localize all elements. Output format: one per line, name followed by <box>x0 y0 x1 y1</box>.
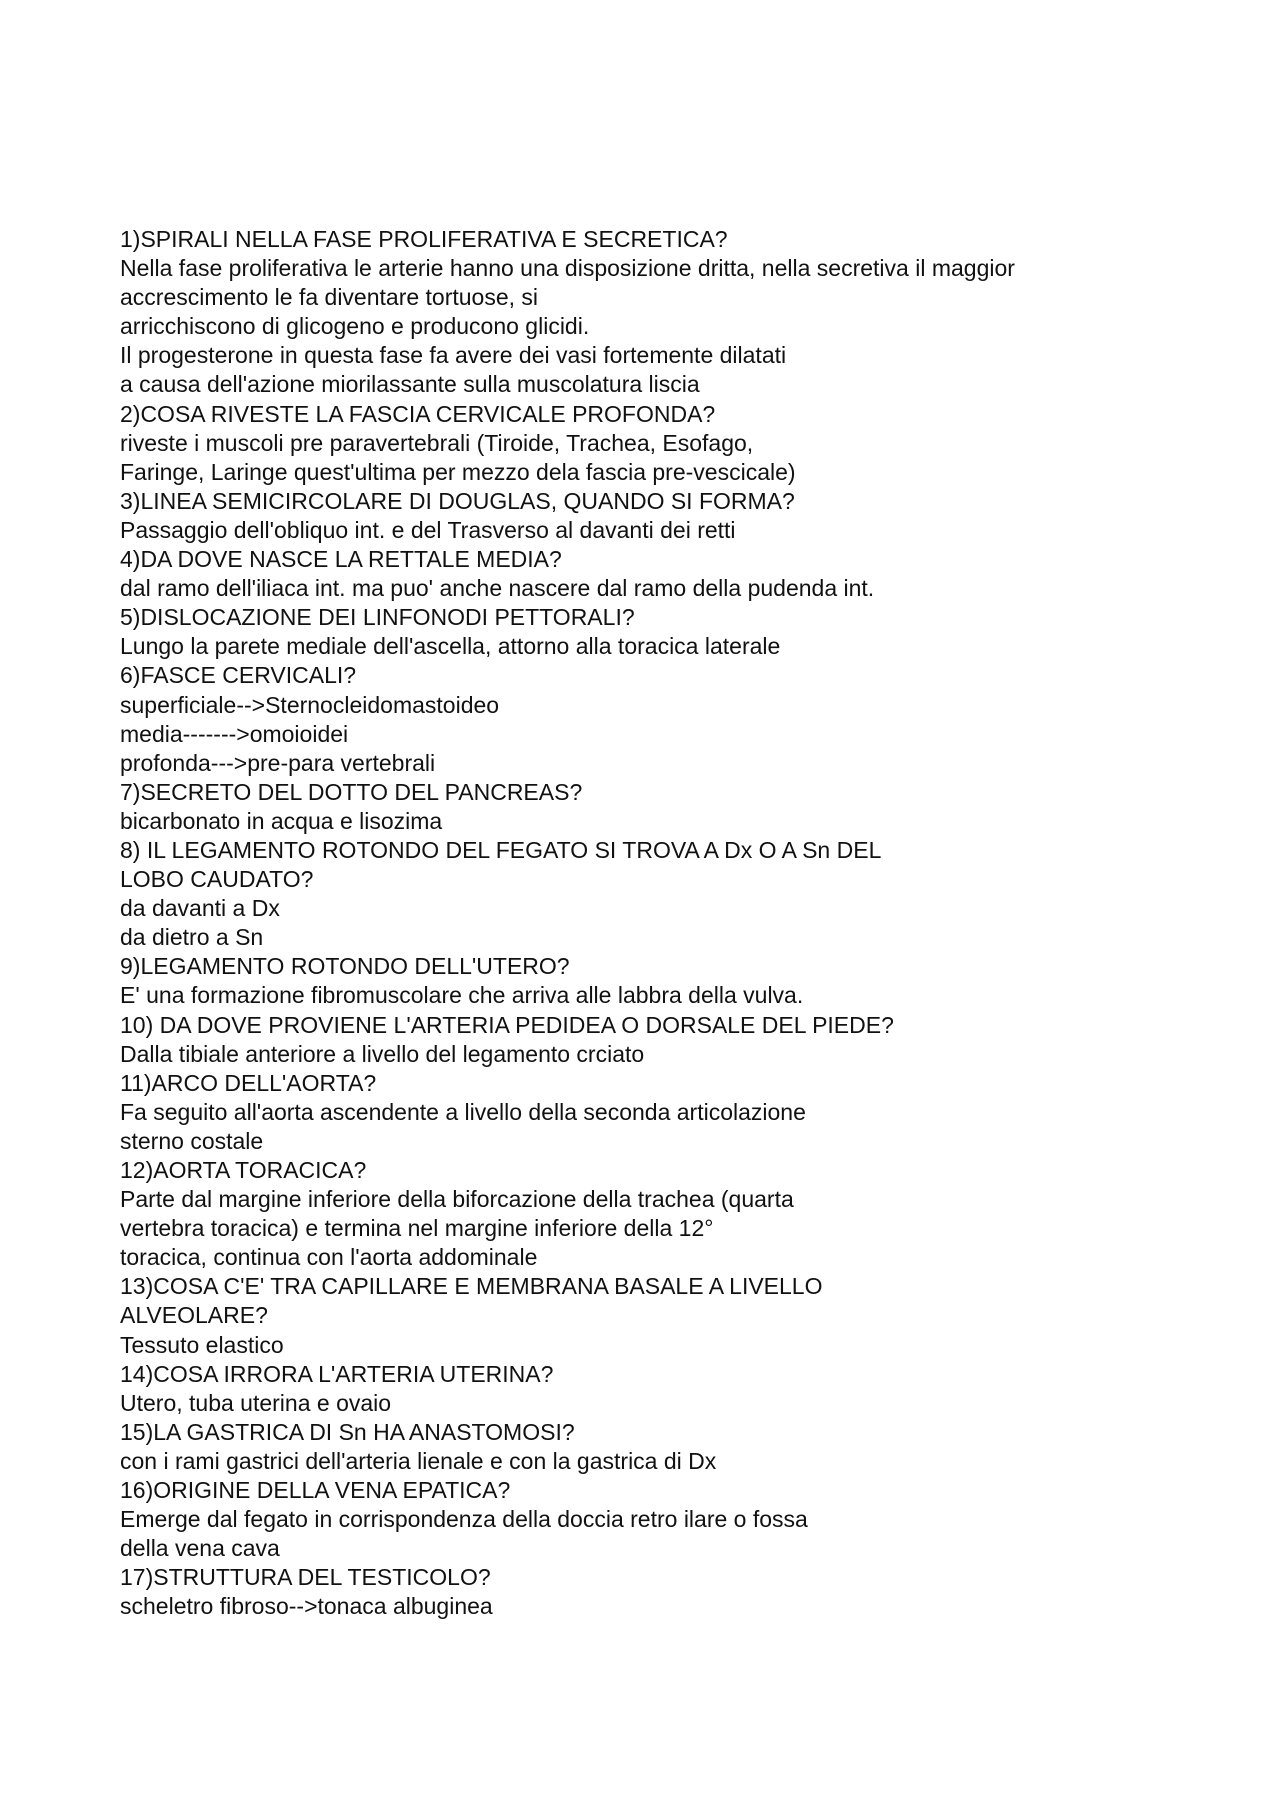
text-line: LOBO CAUDATO? <box>120 866 314 893</box>
text-line: Nella fase proliferativa le arterie hanno una disposizione dritta, nella secretiva il maggior <box>120 255 1015 282</box>
text-line: dal ramo dell'iliaca int. ma puo' anche nascere dal ramo della pudenda int. <box>120 575 875 602</box>
text-line: toracica, continua con l'aorta addominale <box>120 1244 538 1271</box>
text-line: Dalla tibiale anteriore a livello del legamento crciato <box>120 1040 645 1067</box>
text-line: 7)SECRETO DEL DOTTO DEL PANCREAS? <box>120 778 583 805</box>
text-line: con i rami gastrici dell'arteria lienale e con la gastrica di Dx <box>120 1447 717 1474</box>
text-line: Utero, tuba uterina e ovaio <box>120 1389 392 1416</box>
text-line: Tessuto elastico <box>120 1331 284 1358</box>
text-line: bicarbonato in acqua e lisozima <box>120 807 443 834</box>
text-line: 10) DA DOVE PROVIENE L'ARTERIA PEDIDEA O DORSALE DEL PIEDE? <box>120 1011 894 1038</box>
text-line: 13)COSA C'E' TRA CAPILLARE E MEMBRANA BASALE A LIVELLO <box>120 1273 823 1300</box>
text-line: riveste i muscoli pre paravertebrali (Tiroide, Trachea, Esofago, <box>120 429 754 456</box>
text-line: da davanti a Dx <box>120 895 280 922</box>
text-line: 3)LINEA SEMICIRCOLARE DI DOUGLAS, QUANDO SI FORMA? <box>120 487 795 514</box>
text-line: 2)COSA RIVESTE LA FASCIA CERVICALE PROFONDA? <box>120 400 716 427</box>
text-line: superficiale-->Sternocleidomastoideo <box>120 691 500 718</box>
text-line: accrescimento le fa diventare tortuose, si <box>120 284 539 311</box>
text-line: 9)LEGAMENTO ROTONDO DELL'UTERO? <box>120 953 570 980</box>
text-line: 12)AORTA TORACICA? <box>120 1157 367 1183</box>
document-body <box>120 225 1220 1622</box>
text-line: della vena cava <box>120 1535 280 1562</box>
text-line: Emerge dal fegato in corrispondenza della doccia retro ilare o fossa <box>120 1506 808 1533</box>
text-line: Parte dal margine inferiore della biforcazione della trachea (quarta <box>120 1186 794 1213</box>
text-line: scheletro fibroso-->tonaca albuginea <box>120 1593 493 1620</box>
text-line: media------->omoioidei <box>120 720 349 747</box>
text-line: profonda--->pre-para vertebrali <box>120 749 436 776</box>
text-line: Passaggio dell'obliquo int. e del Trasverso al davanti dei retti <box>120 516 736 543</box>
text-line: a causa dell'azione miorilassante sulla muscolatura liscia <box>120 371 700 398</box>
text-line: da dietro a Sn <box>120 924 264 951</box>
text-line: 15)LA GASTRICA DI Sn HA ANASTOMOSI? <box>120 1418 575 1445</box>
text-line: 11)ARCO DELL'AORTA? <box>120 1069 377 1096</box>
text-line: Il progesterone in questa fase fa avere dei vasi fortemente dilatati <box>120 342 787 369</box>
text-line: 17)STRUTTURA DEL TESTICOLO? <box>120 1564 491 1591</box>
text-line: 5)DISLOCAZIONE DEI LINFONODI PETTORALI? <box>120 604 635 631</box>
text-line: Fa seguito all'aorta ascendente a livello della seconda articolazione <box>120 1098 806 1125</box>
text-line: 14)COSA IRRORA L'ARTERIA UTERINA? <box>120 1360 554 1387</box>
text-line: 8) IL LEGAMENTO ROTONDO DEL FEGATO SI TROVA A Dx O A Sn DEL <box>120 836 882 863</box>
text-line: 4)DA DOVE NASCE LA RETTALE MEDIA? <box>120 546 562 573</box>
text-line: 16)ORIGINE DELLA VENA EPATICA? <box>120 1477 511 1504</box>
text-line: Faringe, Laringe quest'ultima per mezzo dela fascia pre-vescicale) <box>120 458 796 485</box>
text-line: vertebra toracica) e termina nel margine inferiore della 12° <box>120 1215 714 1242</box>
text-line: 1)SPIRALI NELLA FASE PROLIFERATIVA E SECRETICA? <box>120 226 728 252</box>
text-line: 6)FASCE CERVICALI? <box>120 662 357 689</box>
text-line: arricchiscono di glicogeno e producono glicidi. <box>120 313 590 340</box>
text-line: Lungo la parete mediale dell'ascella, attorno alla toracica laterale <box>120 633 781 660</box>
text-line: ALVEOLARE? <box>120 1302 268 1329</box>
text-line: sterno costale <box>120 1127 264 1154</box>
text-line: E' una formazione fibromuscolare che arriva alle labbra della vulva. <box>120 982 804 1009</box>
